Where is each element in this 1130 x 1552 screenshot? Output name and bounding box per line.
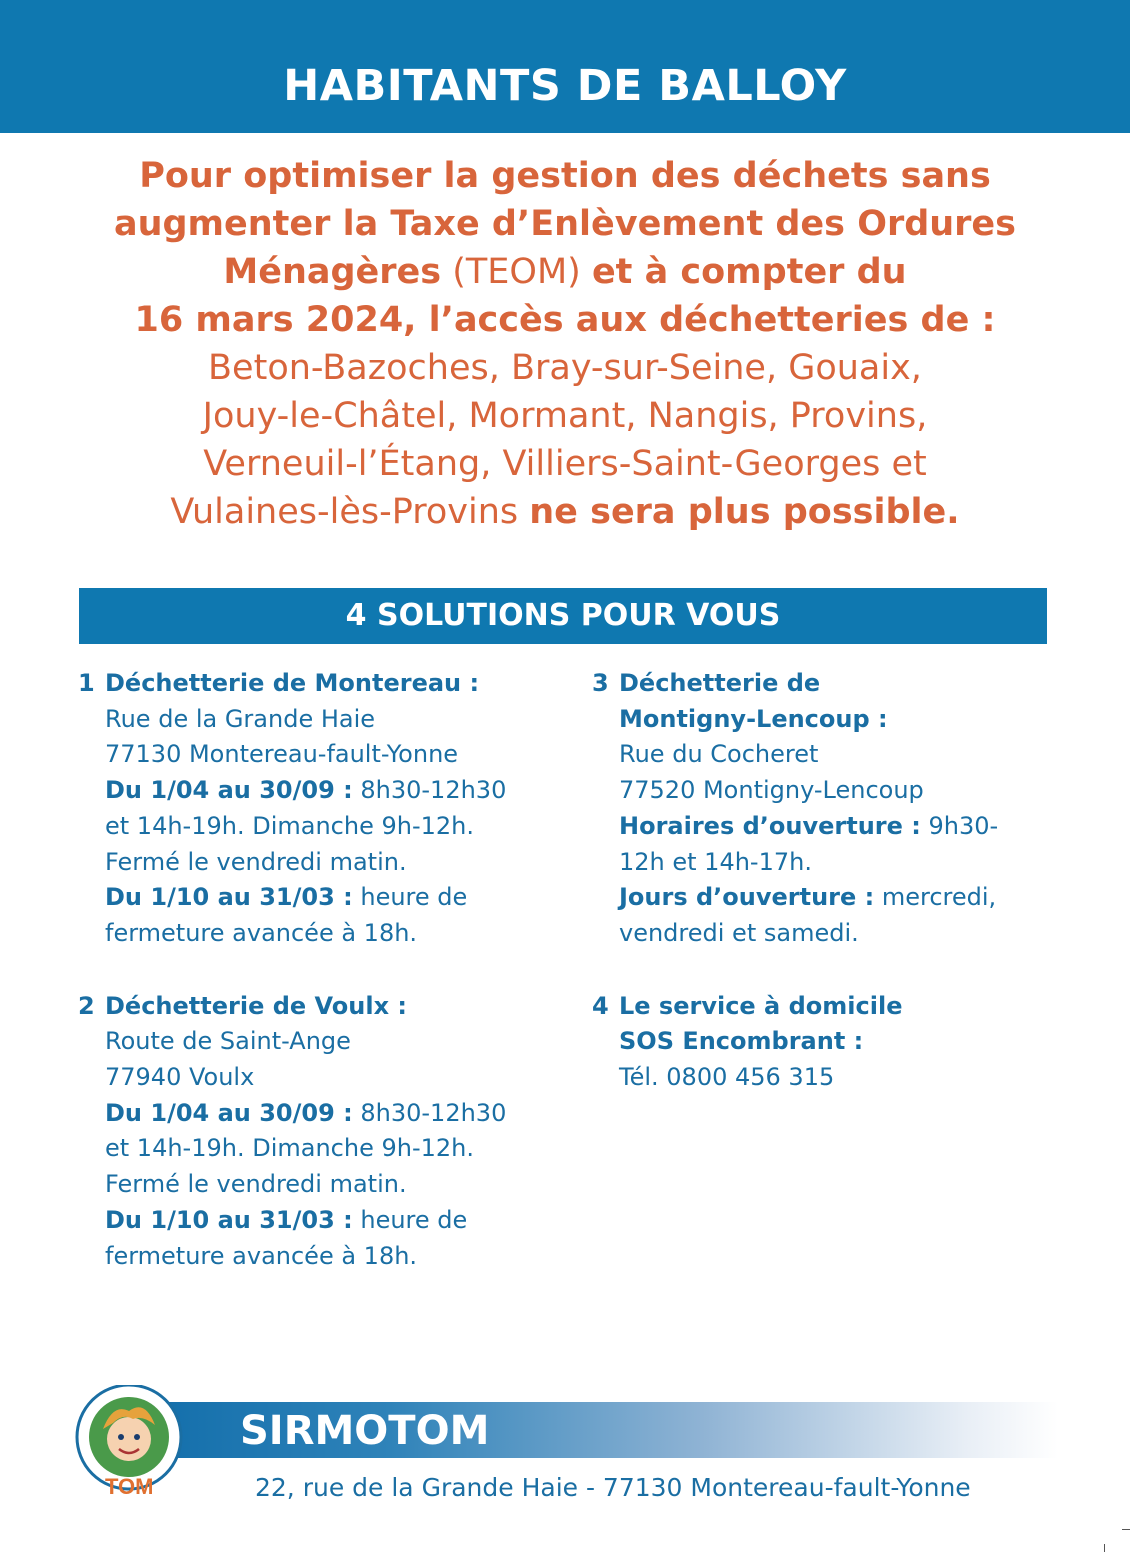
solution-item-montereau — [78, 666, 548, 952]
solution-hours — [105, 880, 548, 916]
intro-emphasis: Ménagères — [223, 252, 442, 292]
intro-line: 16 mars 2024, l’accès aux déchetteries de : — [134, 300, 996, 340]
hours-label: Du 1/04 au 30/09 : — [105, 1098, 353, 1127]
intro-regular: Vulaines-lès-Provins — [170, 492, 530, 532]
solution-hours — [105, 1096, 548, 1132]
solution-item-sos-encombrant — [592, 989, 1062, 1096]
intro-line: Pour optimiser la gestion des déchets sans — [139, 156, 991, 196]
solution-title: Déchetterie de Montereau : — [105, 669, 480, 697]
days-value: mercredi, — [874, 883, 997, 912]
solution-days — [619, 880, 1062, 916]
hours-value: heure de — [352, 1205, 468, 1234]
organization-address: 22, rue de la Grande Haie - 77130 Montereau-fault-Yonne — [255, 1473, 971, 1502]
solution-hours: fermeture avancée à 18h. — [105, 918, 418, 947]
logo-eye — [134, 1434, 140, 1440]
solutions-right-column — [592, 666, 1062, 1133]
solution-hours: Fermé le vendredi matin. — [105, 847, 407, 876]
solution-hours — [105, 1203, 548, 1239]
solution-address: 77520 Montigny-Lencoup — [619, 776, 924, 805]
intro-line: Beton-Bazoches, Bray-sur-Seine, Gouaix, — [208, 348, 922, 388]
solution-hours — [619, 809, 1062, 845]
solution-hours: 12h et 14h-17h. — [619, 847, 812, 876]
solution-hours — [105, 773, 548, 809]
solution-title: SOS Encombrant : — [619, 1027, 864, 1056]
solution-hours: et 14h-19h. Dimanche 9h-12h. — [105, 1134, 474, 1163]
solutions-left-column — [78, 666, 548, 1311]
intro-line — [40, 248, 1090, 296]
organization-name: SIRMOTOM — [240, 1408, 490, 1454]
hours-label: Horaires d’ouverture : — [619, 811, 921, 840]
solution-item-voulx — [78, 989, 548, 1275]
intro-line — [40, 488, 1090, 536]
intro-line: Verneuil-l’Étang, Villiers-Saint-Georges et — [203, 444, 927, 484]
solution-item-montigny — [592, 666, 1062, 952]
solution-number: 1 — [78, 669, 95, 697]
solution-title: Déchetterie de Voulx : — [105, 991, 408, 1020]
intro-line: augmenter la Taxe d’Enlèvement des Ordures — [113, 204, 1017, 244]
solution-days: vendredi et samedi. — [619, 918, 859, 947]
intro-regular: (TEOM) — [441, 252, 592, 292]
phone-number[interactable]: Tél. 0800 456 315 — [619, 1063, 835, 1092]
page-title: HABITANTS DE BALLOY — [283, 61, 847, 111]
logo-eye — [118, 1434, 124, 1440]
hours-label: Du 1/10 au 31/03 : — [105, 1205, 353, 1234]
solution-number: 2 — [78, 991, 95, 1020]
days-label: Jours d’ouverture : — [619, 883, 875, 912]
solution-hours: fermeture avancée à 18h. — [105, 1241, 418, 1270]
solutions-banner — [79, 588, 1047, 644]
solution-address: 77130 Montereau-fault-Yonne — [105, 740, 459, 769]
logo-wordmark: TOM — [105, 1474, 154, 1499]
intro-line: Jouy-le-Châtel, Mormant, Nangis, Provins, — [202, 396, 928, 436]
hours-value: 9h30- — [920, 811, 999, 840]
solution-title: Montigny-Lencoup : — [619, 704, 888, 733]
solution-number: 3 — [592, 669, 609, 697]
solution-hours: Fermé le vendredi matin. — [105, 1170, 407, 1199]
solution-address: Route de Saint-Ange — [105, 1027, 351, 1056]
logo-face — [107, 1417, 151, 1461]
hours-value: 8h30-12h30 — [352, 1098, 507, 1127]
hours-label: Du 1/10 au 31/03 : — [105, 883, 353, 912]
hours-value: heure de — [352, 883, 468, 912]
solution-address: 77940 Voulx — [105, 1063, 255, 1092]
solution-address: Rue de la Grande Haie — [105, 704, 376, 733]
hours-value: 8h30-12h30 — [352, 776, 507, 805]
solution-number: 4 — [592, 991, 609, 1020]
crop-mark — [1122, 1529, 1130, 1530]
solutions-title: 4 SOLUTIONS POUR VOUS — [345, 598, 781, 633]
solution-title: Le service à domicile — [619, 991, 903, 1020]
intro-emphasis: ne sera plus possible. — [529, 492, 960, 532]
hours-label: Du 1/04 au 30/09 : — [105, 776, 353, 805]
solution-title: Déchetterie de — [619, 669, 821, 697]
solution-address: Rue du Cocheret — [619, 740, 819, 769]
intro-text — [40, 152, 1090, 536]
intro-emphasis: et à compter du — [591, 252, 907, 292]
crop-mark — [1104, 1544, 1105, 1552]
solution-hours: et 14h-19h. Dimanche 9h-12h. — [105, 811, 474, 840]
tom-logo — [73, 1385, 183, 1500]
